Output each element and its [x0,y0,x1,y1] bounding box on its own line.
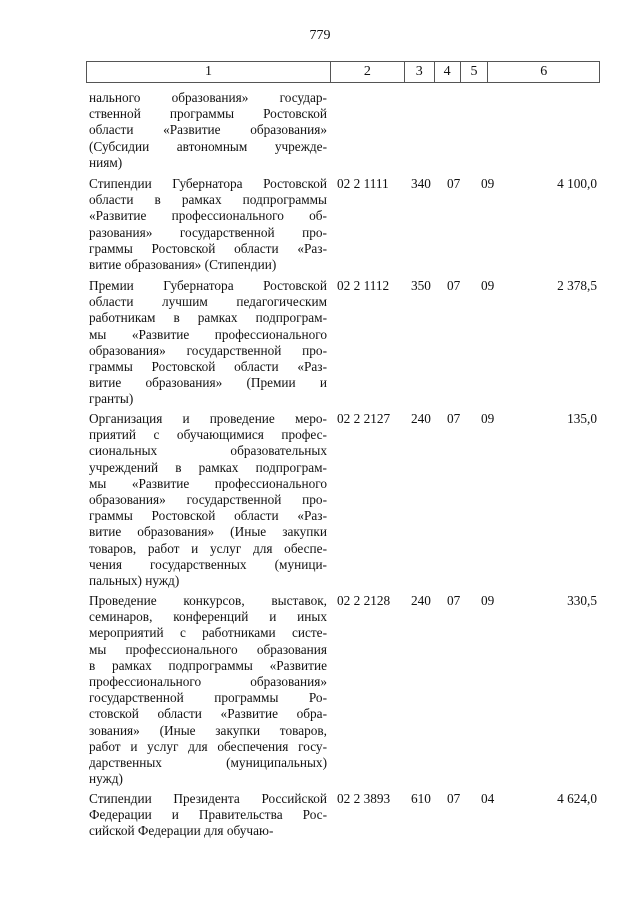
header-col-1: 1 [87,62,331,82]
page-number: 779 [309,28,331,43]
row-description [89,176,327,273]
row-expense-type: 610 [411,791,431,806]
description-line: мы профессионального образования [89,641,327,657]
row-code: 02 2 1111 [337,176,389,191]
header-col-3: 3 [405,62,435,82]
description-line: Стипендии Президента Российской [89,791,327,806]
description-line: сиональных образовательных [89,443,327,459]
row-amount: 4 624,0 [557,791,597,806]
description-line: нужд) [89,771,123,787]
description-line: учреждений в рамках подпрограм- [89,459,327,475]
row-code: 02 2 3893 [337,791,391,806]
row-subsection: 09 [481,176,495,191]
table-row [86,278,600,408]
row-subsection: 09 [481,278,495,293]
description-line: Организация и проведение меро- [89,411,327,426]
description-line: «Развитие профессионального об- [89,208,327,224]
row-code: 02 2 1112 [337,278,390,293]
table-header [86,61,600,83]
row-expense-type: 350 [411,278,431,293]
description-line: зования» (Иные закупки товаров, [89,722,327,738]
row-description [89,791,327,840]
description-line: Стипендии Губернатора Ростовской [89,176,327,191]
row-expense-type: 240 [411,411,431,426]
description-line: области «Развитие образования» [89,122,327,138]
row-subsection: 09 [481,593,495,608]
description-line: области лучшим педагогическим [89,294,327,310]
header-col-6: 6 [540,64,548,79]
row-section: 07 [447,411,461,426]
header-col-5: 5 [461,62,489,82]
description-line: пальных) нужд) [89,572,180,588]
row-amount: 330,5 [567,593,597,608]
description-line: мы «Развитие профессионального [89,475,327,491]
description-line: образования» государственной про- [89,491,327,507]
description-line: образования» государственной про- [89,342,327,358]
description-line: нального образования» государ- [89,90,327,105]
description-line: витие образования» (Стипендии) [89,256,277,272]
description-line: мероприятий с работниками систе- [89,625,327,641]
description-line: граммы Ростовской области «Раз- [89,508,327,524]
row-subsection: 09 [481,411,495,426]
description-line: товаров, работ и услуг для обеспе- [89,540,327,556]
description-line: работ и услуг для обеспечения госу- [89,738,327,754]
table-row [86,593,600,787]
description-line: чения государственных (муници- [89,556,327,572]
row-description [89,411,327,589]
description-line: Проведение конкурсов, выставок, [89,593,327,608]
description-line: граммы Ростовской области «Раз- [89,358,327,374]
description-line: области в рамках подпрограммы [89,192,327,208]
row-amount: 2 378,5 [557,278,597,293]
description-line: витие образования» (Иные закупки [89,524,327,540]
row-expense-type: 240 [411,593,431,608]
row-subsection: 04 [481,791,495,806]
description-line: профессионального образования» [89,673,327,689]
description-line: работникам в рамках подпрограм- [89,310,327,326]
description-line: семинаров, конференций и иных [89,609,327,625]
description-line: в рамках подпрограммы «Развитие [89,657,327,673]
row-code: 02 2 2128 [337,593,391,608]
description-line: (Субсидии автономным учрежде- [89,138,327,154]
description-line: ственной программы Ростовской [89,106,327,122]
description-line: витие образования» (Премии и [89,375,327,391]
description-line: Премии Губернатора Ростовской [89,278,327,293]
description-line: приятий с обучающимися профес- [89,427,327,443]
row-section: 07 [447,791,461,806]
row-description [89,90,327,171]
description-line: сийской Федерации для обучаю- [89,823,274,839]
description-line: разования» государственной про- [89,224,327,240]
table-row [86,791,600,840]
description-line: дарственных (муниципальных) [89,754,327,770]
description-line: ниям) [89,154,123,170]
row-code: 02 2 2127 [337,411,391,426]
row-description [89,593,327,787]
table-row [86,90,600,171]
description-line: мы «Развитие профессионального [89,326,327,342]
row-section: 07 [447,593,461,608]
description-line: стовской области «Развитие обра- [89,706,327,722]
row-amount: 4 100,0 [557,176,597,191]
row-description [89,278,327,408]
table-row [86,411,600,589]
header-col-4: 4 [435,62,461,82]
description-line: государственной программы Ро- [89,690,327,706]
row-section: 07 [447,176,461,191]
row-section: 07 [447,278,461,293]
description-line: гранты) [89,391,134,407]
description-line: граммы Ростовской области «Раз- [89,240,327,256]
table-row [86,176,600,273]
row-expense-type: 340 [411,176,431,191]
description-line: Федерации и Правительства Рос- [89,807,327,823]
header-col-2: 2 [331,62,405,82]
row-amount: 135,0 [567,411,597,426]
